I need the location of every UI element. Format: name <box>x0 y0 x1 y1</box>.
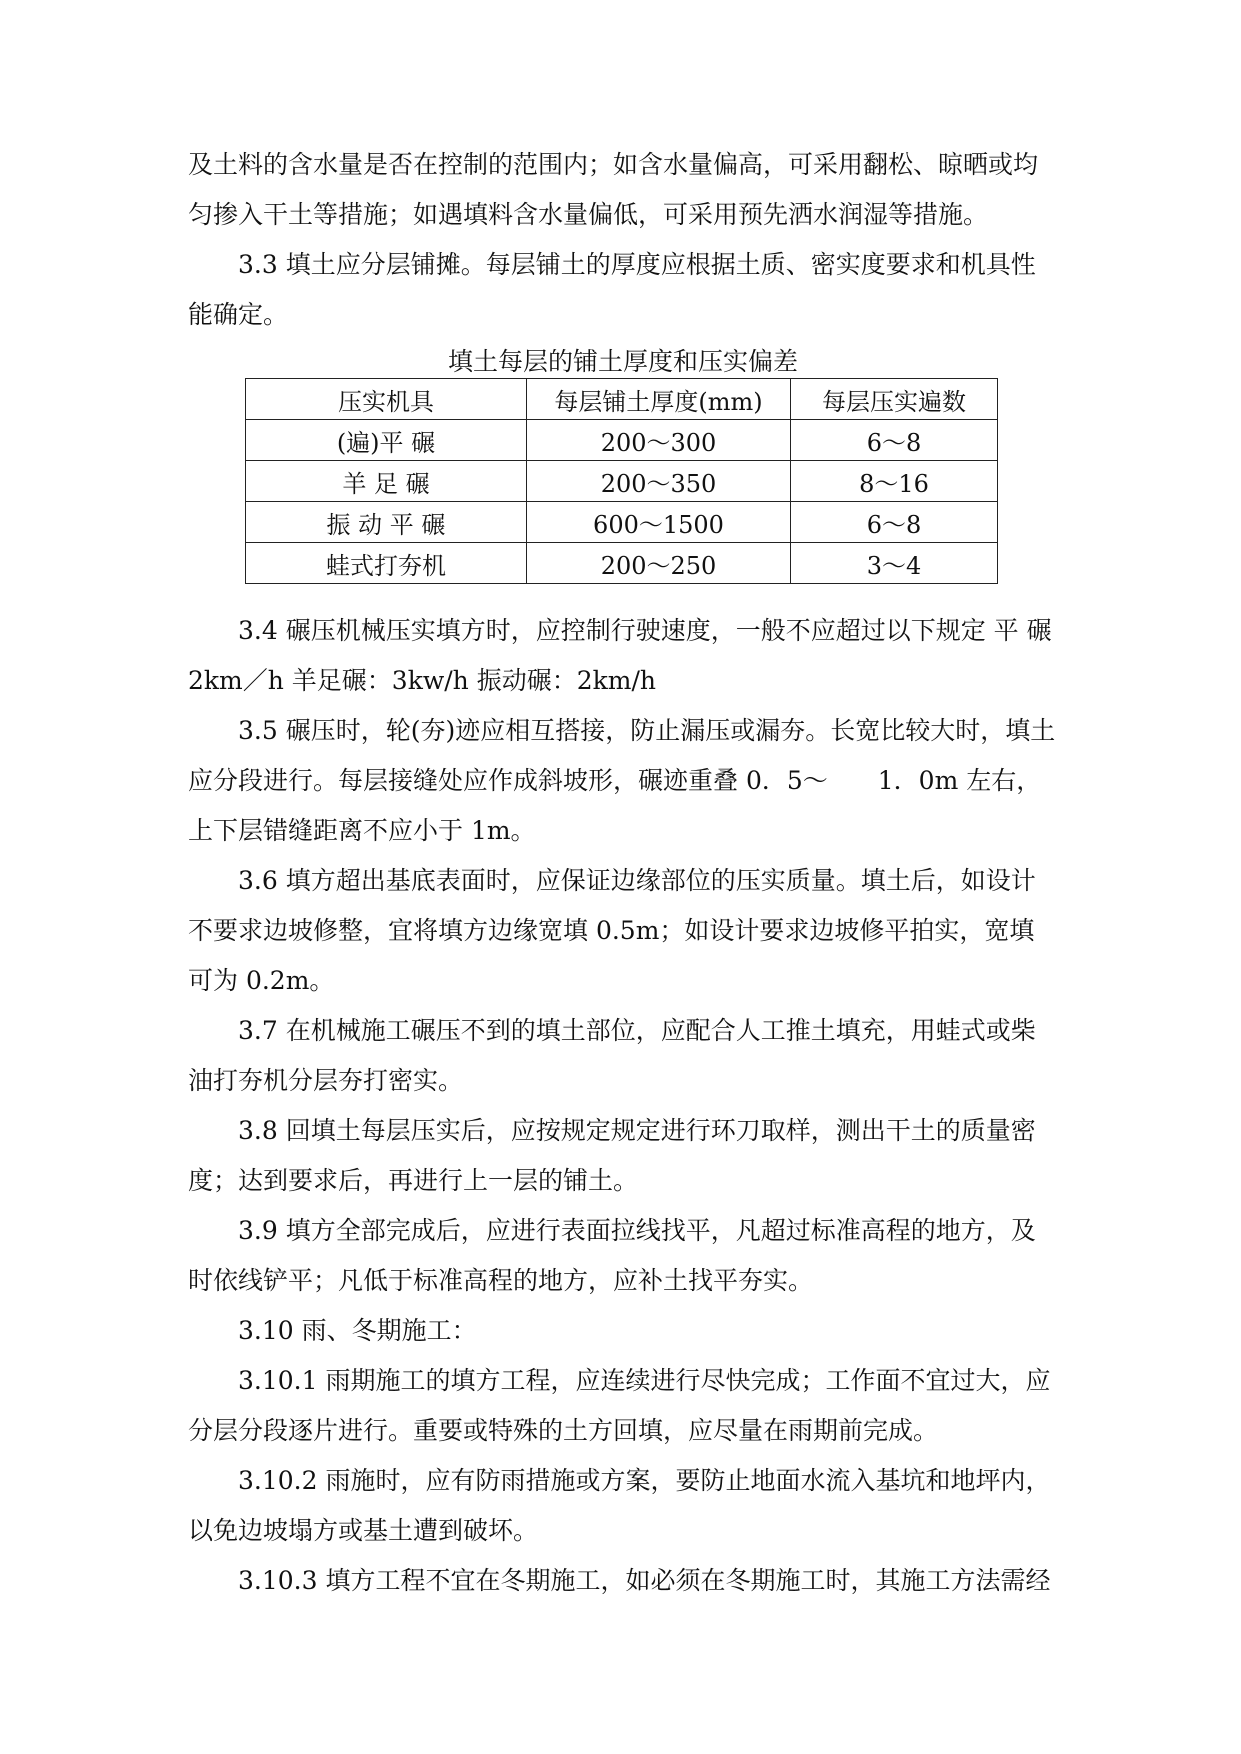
paragraph-3-10: 3.10 雨、冬期施工： <box>238 1316 477 1345</box>
table-header-row <box>246 379 998 420</box>
table-cell: (遍)平 碾 <box>246 420 527 461</box>
paragraph-3-3: 3.3 填土应分层铺摊。每层铺土的厚度应根据土质、密实度要求和机具性能确定。 <box>188 250 1036 329</box>
compaction-table <box>245 378 998 584</box>
paragraph-3-4: 3.4 碾压机械压实填方时，应控制行驶速度，一般不应超过以下规定 平 碾 2km／h 羊足碾：3kw/h 振动碾：2km/h <box>188 616 1052 695</box>
paragraph-3-10-1: 3.10.1 雨期施工的填方工程，应连续进行尽快完成；工作面不宜过大，应分层分段逐片进行。重要或特殊的土方回填，应尽量在雨期前完成。 <box>188 1366 1051 1445</box>
table-row <box>246 502 998 543</box>
table-cell: 蛙式打夯机 <box>246 543 527 584</box>
paragraph-3-10-3: 3.10.3 填方工程不宜在冬期施工，如必须在冬期施工时，其施工方法需经 <box>238 1566 1051 1595</box>
table-cell: 200～300 <box>527 420 791 461</box>
paragraph-3-5: 3.5 碾压时，轮(夯)迹应相互搭接，防止漏压或漏夯。长宽比较大时，填土应分段进行。每层接缝处应作成斜坡形，碾迹重叠 0．5～ 1．0m 左右，上下层错缝距离不应小于 1m。 <box>188 716 1056 845</box>
table-caption: 填土每层的铺土厚度和压实偏差 <box>447 347 798 376</box>
header-machine: 压实机具 <box>246 379 527 420</box>
table-cell: 6～8 <box>791 420 998 461</box>
paragraph-3-10-2: 3.10.2 雨施时，应有防雨措施或方案，要防止地面水流入基坑和地坪内，以免边坡塌方或基土遭到破坏。 <box>188 1466 1051 1545</box>
table-cell: 200～250 <box>527 543 791 584</box>
table-cell: 200～350 <box>527 461 791 502</box>
table-row <box>246 420 998 461</box>
paragraph-3-7: 3.7 在机械施工碾压不到的填土部位，应配合人工推土填充，用蛙式或柴油打夯机分层夯打密实。 <box>188 1016 1036 1095</box>
table-cell: 3～4 <box>791 543 998 584</box>
table-cell: 8～16 <box>791 461 998 502</box>
table-row <box>246 543 998 584</box>
table-cell: 羊 足 碾 <box>246 461 527 502</box>
paragraph-moisture-control: 及土料的含水量是否在控制的范围内；如含水量偏高，可采用翻松、晾晒或均匀掺入干土等措施；如遇填料含水量偏低，可采用预先洒水润湿等措施。 <box>188 150 1039 229</box>
table-cell: 振 动 平 碾 <box>246 502 527 543</box>
header-pass-count: 每层压实遍数 <box>791 379 998 420</box>
table-cell: 600～1500 <box>527 502 791 543</box>
paragraph-3-8: 3.8 回填土每层压实后，应按规定规定进行环刀取样，测出干土的质量密度；达到要求后，再进行上一层的铺土。 <box>188 1116 1036 1195</box>
header-layer-thickness: 每层铺土厚度(mm) <box>527 379 791 420</box>
table-row <box>246 461 998 502</box>
table-cell: 6～8 <box>791 502 998 543</box>
paragraph-3-6: 3.6 填方超出基底表面时，应保证边缘部位的压实质量。填土后，如设计不要求边坡修整，宜将填方边缘宽填 0.5m；如设计要求边坡修平拍实，宽填可为 0.2m。 <box>188 866 1036 995</box>
paragraph-3-9: 3.9 填方全部完成后，应进行表面拉线找平，凡超过标准高程的地方，及时依线铲平；凡低于标准高程的地方，应补土找平夯实。 <box>188 1216 1036 1295</box>
